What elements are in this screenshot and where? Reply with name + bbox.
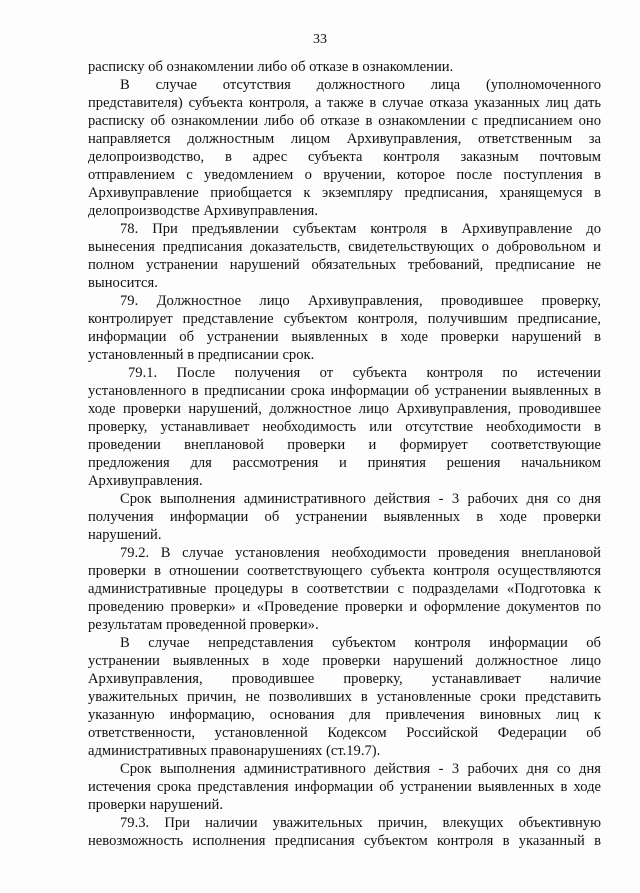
text-line: установленного в предписании срока информации об устранении выявленных в (88, 383, 601, 399)
document-body (88, 58, 601, 850)
text-line: ответственности, установленной Кодексом Российской Федерации об (88, 725, 601, 741)
text-line: контролирует представление субъектом контроля, получившим предписание, (88, 311, 601, 327)
text-line: расписку об ознакомлении либо об отказе в ознакомлении с предписанием оно (88, 113, 601, 129)
text-line: делопроизводстве Архивуправления. (88, 203, 318, 219)
text-line: расписку об ознакомлении либо об отказе в ознакомлении. (88, 59, 454, 75)
text-line: невозможность исполнения предписания субъектом контроля в указанный в (88, 833, 601, 849)
text-line: проверки нарушений. (88, 797, 224, 813)
text-line: вынесения предписания доказательств, свидетельствующих о добровольном и (88, 239, 601, 255)
text-line: 79. Должностное лицо Архивуправления, проводившее проверку, (120, 293, 601, 309)
text-line: проведению проверки» и «Проведение проверки и оформление документов по (88, 599, 601, 615)
text-line: представителя) субъекта контроля, а также в случае отказа указанных лиц дать (88, 95, 601, 111)
text-line: устранении выявленных в ходе проверки нарушений должностное лицо (88, 653, 601, 669)
text-line: направляется должностным лицом Архивуправления, ответственным за (88, 131, 601, 147)
text-line: установленный в предписании срок. (88, 347, 315, 363)
text-line: информации об устранении выявленных в ходе проверки нарушений в (88, 329, 601, 345)
text-line: Архивуправления, проводившее проверку, устанавливает наличие (88, 671, 601, 687)
text-line: уважительных причин, не позволивших в установленные сроки представить (88, 689, 601, 705)
text-line: Архивуправления. (88, 473, 203, 489)
text-line: результатам проведенной проверки». (88, 617, 319, 633)
text-line: выносится. (88, 275, 158, 291)
text-line: 79.1. После получения от субъекта контроля по истечении (128, 365, 601, 381)
text-line: 79.2. В случае установления необходимости проведения внеплановой (120, 545, 601, 561)
page-number: 33 (313, 32, 327, 47)
text-line: Срок выполнения административного действия - 3 рабочих дня со дня (120, 491, 601, 507)
text-line: делопроизводство, в адрес субъекта контроля заказным почтовым (88, 149, 601, 165)
text-line: административные процедуры в соответствии с подразделами «Подготовка к (88, 581, 601, 597)
text-line: 78. При предъявлении субъектам контроля в Архивуправление до (120, 221, 601, 237)
text-line: предложения для рассмотрения и принятия решения начальником (88, 455, 601, 471)
text-line: нарушений. (88, 527, 162, 543)
text-line: истечения срока представления информации об устранении выявленных в ходе (88, 779, 601, 795)
text-line: проведении внеплановой проверки и формирует соответствующие (88, 437, 601, 453)
text-line: проверки в отношении соответствующего субъекта контроля осуществляются (88, 563, 601, 579)
text-line: Архивуправление приобщается к экземпляру предписания, хранящемуся в (88, 185, 601, 201)
text-line: В случае непредставления субъектом контроля информации об (120, 635, 601, 651)
text-line: указанную информацию, основания для привлечения виновных лиц к (88, 707, 601, 723)
text-line: ходе проверки нарушений, должностное лицо Архивуправления, проводившее (88, 401, 601, 417)
text-line: получения информации об устранении выявленных в ходе проверки (88, 509, 601, 525)
text-line: 79.3. При наличии уважительных причин, влекущих объективную (120, 815, 601, 831)
text-line: проверку, устанавливает необходимость или отсутствие необходимости в (88, 419, 601, 435)
text-line: отправлением с уведомлением о вручении, которое после поступления в (88, 167, 601, 183)
text-line: Срок выполнения административного действия - 3 рабочих дня со дня (120, 761, 601, 777)
text-line: административных правонарушениях (ст.19.7). (88, 743, 381, 759)
text-line: полном устранении нарушений обязательных требований, предписание не (88, 257, 601, 273)
text-line: В случае отсутствия должностного лица (уполномоченного (120, 77, 601, 93)
